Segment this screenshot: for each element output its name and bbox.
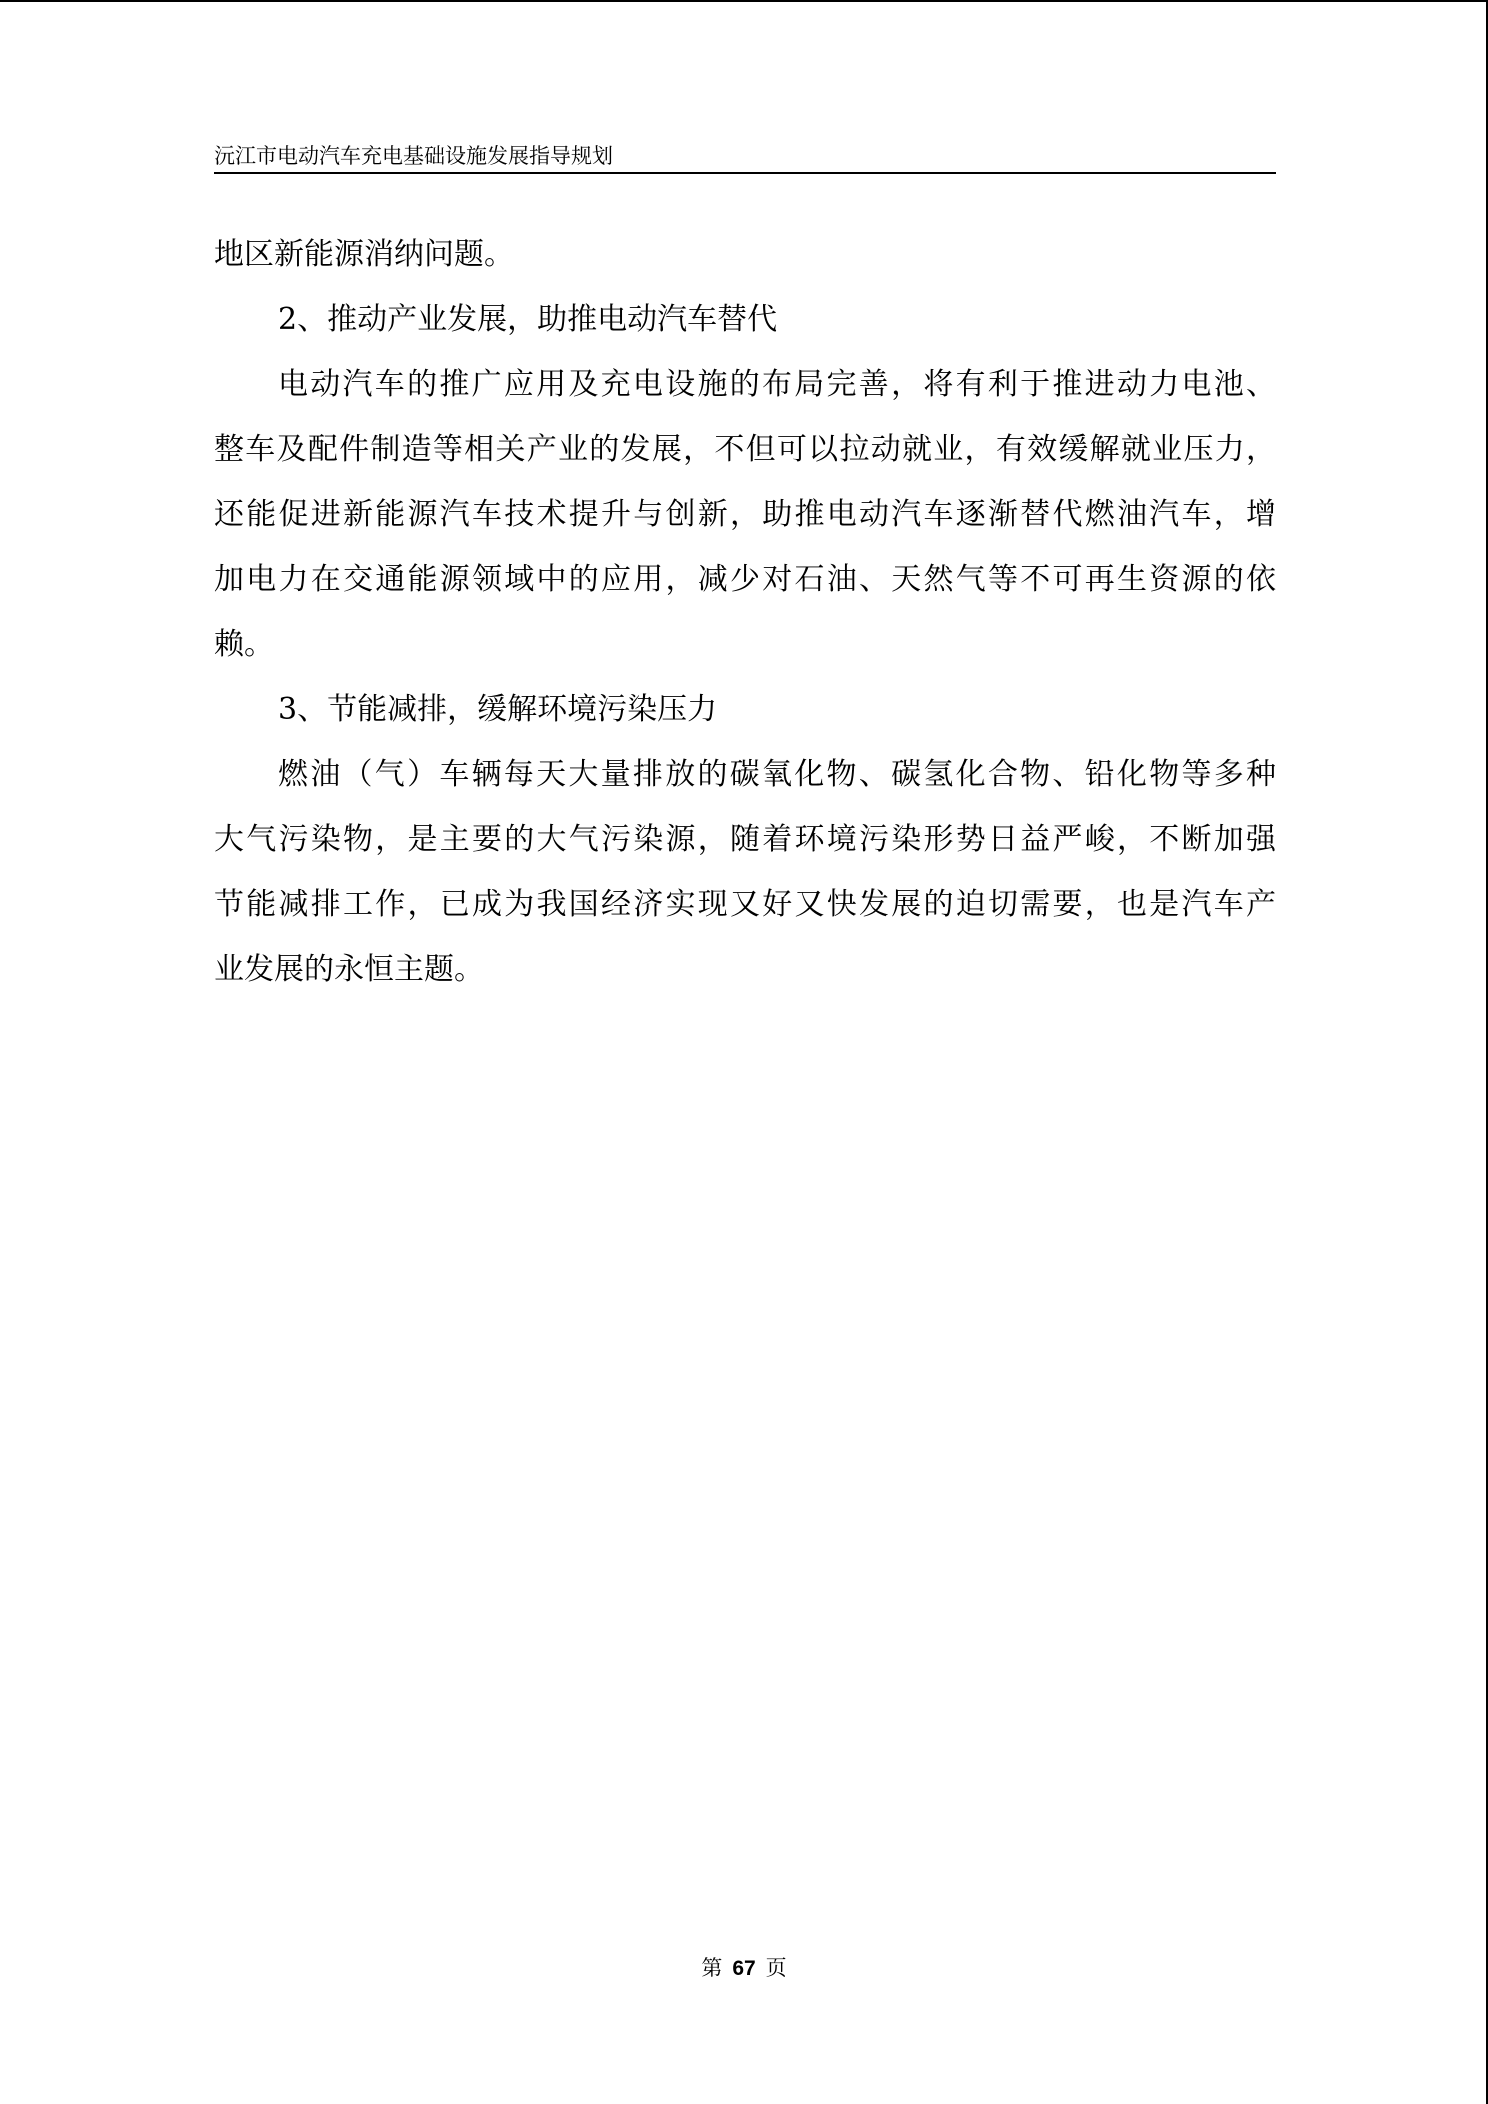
page-number-value: 67	[732, 1957, 756, 1980]
paragraph-continuation	[214, 222, 1276, 287]
page-number-prefix: 第	[701, 1956, 723, 1980]
top-border-line	[0, 0, 1488, 2]
header-rule	[214, 172, 1276, 174]
heading-text: 3、节能减排，缓解环境污染压力	[278, 692, 718, 727]
text-line: 整车及配件制造等相关产业的发展，不但可以拉动就业，有效缓解就业压力，	[214, 432, 1276, 467]
text-line: 节能减排工作，已成为我国经济实现又好又快发展的迫切需要，也是汽车产	[214, 887, 1276, 922]
paragraph-emission-reduction	[214, 742, 1276, 1002]
text-line: 赖。	[214, 627, 274, 662]
text-line: 大气污染物，是主要的大气污染源，随着环境污染形势日益严峻，不断加强	[214, 822, 1276, 857]
heading-text: 2、推动产业发展，助推电动汽车替代	[278, 302, 778, 337]
running-header: 沅江市电动汽车充电基础设施发展指导规划	[214, 144, 613, 168]
section-heading-2	[214, 287, 1276, 352]
text-line: 地区新能源消纳问题。	[214, 237, 514, 272]
text-line: 业发展的永恒主题。	[214, 952, 484, 987]
paragraph-industry-development	[214, 352, 1276, 677]
section-heading-3	[214, 677, 1276, 742]
text-line: 加电力在交通能源领域中的应用，减少对石油、天然气等不可再生资源的依	[214, 562, 1276, 597]
text-line: 还能促进新能源汽车技术提升与创新，助推电动汽车逐渐替代燃油汽车，增	[214, 497, 1276, 532]
text-line: 燃油（气）车辆每天大量排放的碳氧化物、碳氢化合物、铅化物等多种	[278, 757, 1276, 792]
text-line: 电动汽车的推广应用及充电设施的布局完善，将有利于推进动力电池、	[278, 367, 1276, 402]
page-number-suffix: 页	[765, 1956, 787, 1980]
page-body	[214, 222, 1276, 1002]
page-number	[0, 1953, 1488, 1984]
